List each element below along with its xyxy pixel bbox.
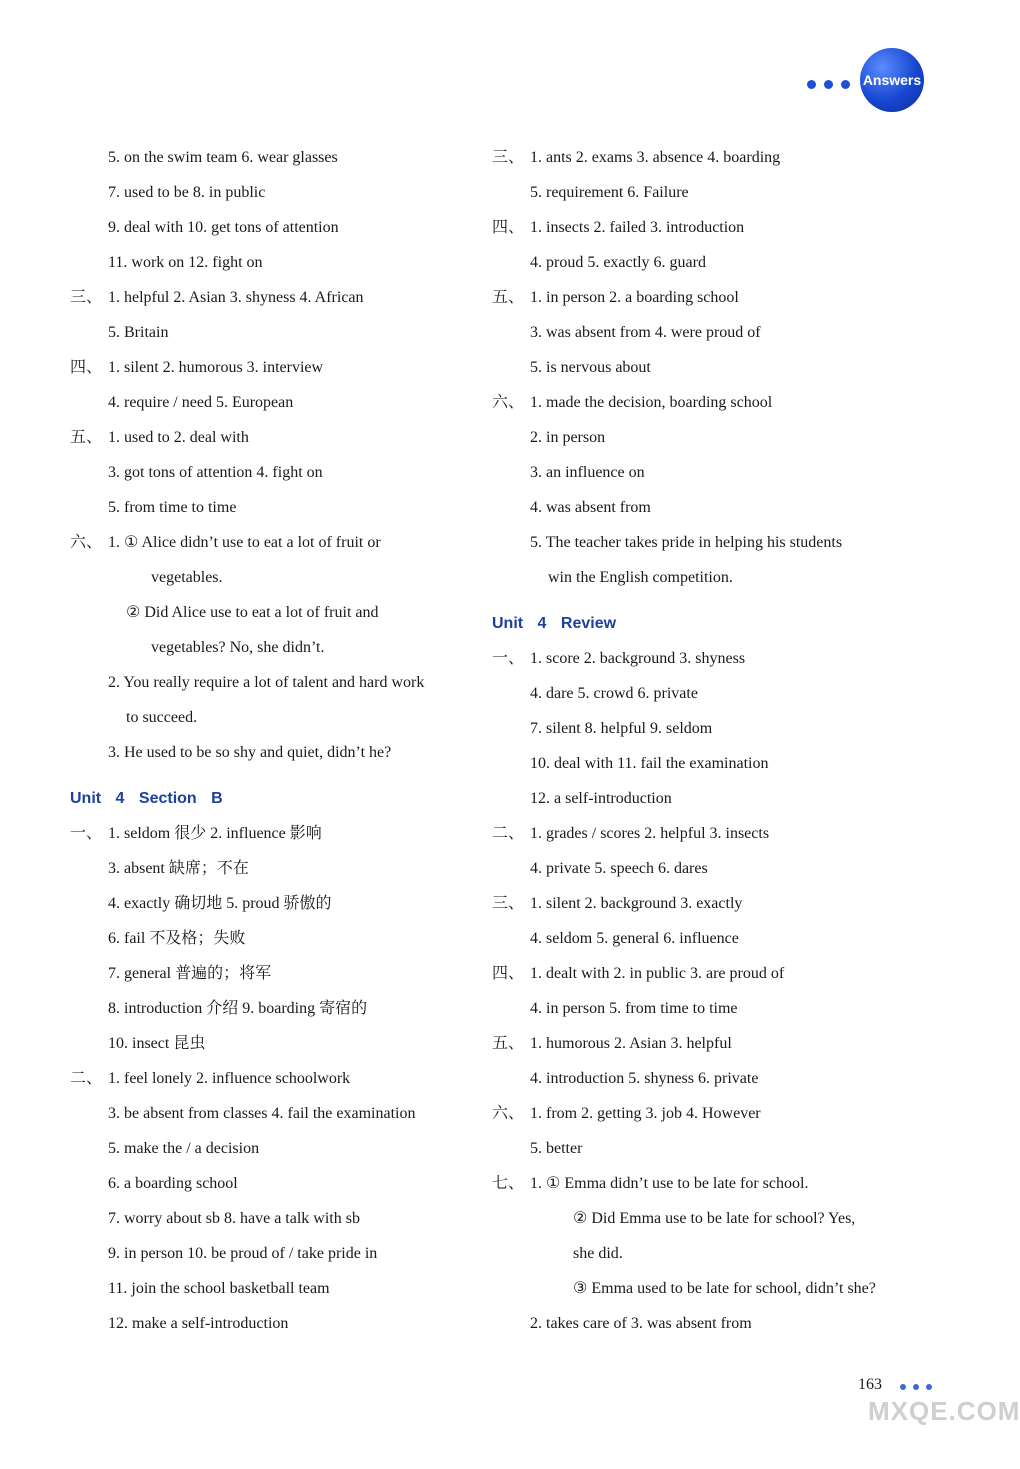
question-group-marker: 三、 xyxy=(492,895,525,912)
answer-text: ③ Emma used to be late for school, didn’t she? xyxy=(573,1280,876,1297)
answer-line xyxy=(70,1274,470,1309)
answer-line xyxy=(492,353,912,388)
answer-text: 3. be absent from classes 4. fail the examination xyxy=(108,1105,416,1122)
answer-text: 10. deal with 11. fail the examination xyxy=(530,755,769,772)
question-group-marker: 六、 xyxy=(492,1105,525,1122)
answer-text: 4. was absent from xyxy=(530,499,651,516)
answer-line xyxy=(492,178,912,213)
answer-text: 6. a boarding school xyxy=(108,1175,238,1192)
page-number: 163 xyxy=(858,1376,882,1393)
answer-text: 4. dare 5. crowd 6. private xyxy=(530,685,698,702)
right-column xyxy=(492,143,912,1344)
answer-line xyxy=(492,1274,912,1309)
answer-line xyxy=(492,714,912,749)
answer-text: 3. got tons of attention 4. fight on xyxy=(108,464,323,481)
answer-line xyxy=(70,143,470,178)
answer-text: 1. in person 2. a boarding school xyxy=(530,289,739,306)
answer-text: 4. seldom 5. general 6. influence xyxy=(530,930,739,947)
answer-line xyxy=(492,1169,912,1204)
answer-line xyxy=(492,1134,912,1169)
answer-text: 5. better xyxy=(530,1140,583,1157)
answer-text: 1. ① Alice didn’t use to eat a lot of fruit or xyxy=(108,534,381,551)
answer-line xyxy=(492,388,912,423)
answer-line xyxy=(492,994,912,1029)
answer-text: 1. insects 2. failed 3. introduction xyxy=(530,219,745,236)
answer-line xyxy=(70,283,470,318)
answer-line xyxy=(492,784,912,819)
answer-text: vegetables. xyxy=(151,569,223,586)
answer-text: win the English competition. xyxy=(548,569,733,586)
header-dots xyxy=(807,80,850,89)
footer-dots xyxy=(900,1384,932,1390)
question-group-marker: 五、 xyxy=(492,1035,525,1052)
answer-line xyxy=(492,1309,912,1344)
answer-line xyxy=(492,1099,912,1134)
answer-line xyxy=(492,248,912,283)
question-group-marker: 五、 xyxy=(70,429,103,446)
answer-text: vegetables? No, she didn’t. xyxy=(151,639,325,656)
answer-line xyxy=(70,213,470,248)
section-heading xyxy=(492,598,912,644)
question-group-marker: 六、 xyxy=(70,534,103,551)
answer-line xyxy=(70,528,470,563)
question-group-marker: 七、 xyxy=(492,1175,525,1192)
answer-text: 12. a self-introduction xyxy=(530,790,672,807)
question-group-marker: 四、 xyxy=(70,359,103,376)
answer-text: 6. fail 不及格；失败 xyxy=(108,930,246,947)
answer-text: 4. proud 5. exactly 6. guard xyxy=(530,254,706,271)
answer-line xyxy=(70,924,470,959)
answer-text: 1. score 2. background 3. shyness xyxy=(530,650,746,667)
answer-text: she did. xyxy=(573,1245,623,1262)
question-group-marker: 一、 xyxy=(70,825,103,842)
answer-text: 9. deal with 10. get tons of attention xyxy=(108,219,339,236)
answer-line xyxy=(492,1064,912,1099)
answer-text: to succeed. xyxy=(126,709,198,726)
answer-line xyxy=(70,1239,470,1274)
question-group-marker: 六、 xyxy=(492,394,525,411)
answer-text: 1. seldom 很少 2. influence 影响 xyxy=(108,825,322,842)
answer-line xyxy=(492,749,912,784)
answer-line xyxy=(492,143,912,178)
answer-line xyxy=(492,679,912,714)
answer-text: 4. in person 5. from time to time xyxy=(530,1000,738,1017)
answer-line xyxy=(492,1029,912,1064)
answer-text: 5. The teacher takes pride in helping his students xyxy=(530,534,843,551)
question-group-marker: 三、 xyxy=(492,149,525,166)
answer-line xyxy=(70,994,470,1029)
page-footer xyxy=(850,1376,1020,1466)
answer-line xyxy=(70,1309,470,1344)
answer-text: 2. in person xyxy=(530,429,606,446)
answer-text: 4. private 5. speech 6. dares xyxy=(530,860,708,877)
answer-text: ② Did Alice use to eat a lot of fruit and xyxy=(126,604,379,621)
question-group-marker: 一、 xyxy=(492,650,525,667)
answer-line xyxy=(70,633,470,668)
answer-text: 5. is nervous about xyxy=(530,359,651,376)
answer-line xyxy=(492,528,912,563)
answer-text: 5. make the / a decision xyxy=(108,1140,260,1157)
answer-text: 1. humorous 2. Asian 3. helpful xyxy=(530,1035,732,1052)
answer-text: 12. make a self-introduction xyxy=(108,1315,289,1332)
answer-line xyxy=(70,598,470,633)
answer-line xyxy=(492,458,912,493)
answer-text: 2. You really require a lot of talent and hard work xyxy=(108,674,425,691)
answer-text: 1. helpful 2. Asian 3. shyness 4. African xyxy=(108,289,364,306)
answer-text: 11. join the school basketball team xyxy=(108,1280,330,1297)
answer-text: ② Did Emma use to be late for school? Yes, xyxy=(573,1210,856,1227)
answer-line xyxy=(492,1204,912,1239)
answer-line xyxy=(70,668,470,703)
answer-text: 11. work on 12. fight on xyxy=(108,254,263,271)
page-header xyxy=(760,48,960,116)
section-heading-text: Unit 4 Section B xyxy=(70,790,223,807)
answer-line xyxy=(492,213,912,248)
answer-text: 7. used to be 8. in public xyxy=(108,184,266,201)
answer-line xyxy=(492,423,912,458)
answer-text: 9. in person 10. be proud of / take pride in xyxy=(108,1245,378,1262)
question-group-marker: 五、 xyxy=(492,289,525,306)
answer-line xyxy=(492,924,912,959)
answer-text: 2. takes care of 3. was absent from xyxy=(530,1315,752,1332)
answer-text: 3. absent 缺席；不在 xyxy=(108,860,249,877)
answer-text: 7. worry about sb 8. have a talk with sb xyxy=(108,1210,360,1227)
answer-line xyxy=(492,318,912,353)
answer-text: 10. insect 昆虫 xyxy=(108,1035,206,1052)
answer-line xyxy=(70,1204,470,1239)
answer-text: 1. dealt with 2. in public 3. are proud of xyxy=(530,965,785,982)
answer-text: 1. made the decision, boarding school xyxy=(530,394,773,411)
answer-line xyxy=(492,819,912,854)
answer-line xyxy=(70,854,470,889)
answer-text: 3. an influence on xyxy=(530,464,645,481)
answer-text: 1. grades / scores 2. helpful 3. insects xyxy=(530,825,770,842)
answer-line xyxy=(70,1029,470,1064)
answer-text: 8. introduction 介绍 9. boarding 寄宿的 xyxy=(108,1000,368,1017)
answer-text: 1. ants 2. exams 3. absence 4. boarding xyxy=(530,149,781,166)
answer-text: 1. from 2. getting 3. job 4. However xyxy=(530,1105,761,1122)
answer-line xyxy=(70,353,470,388)
answer-line xyxy=(70,493,470,528)
answers-badge: Answers xyxy=(860,48,924,112)
answer-text: 3. was absent from 4. were proud of xyxy=(530,324,761,341)
answer-text: 4. introduction 5. shyness 6. private xyxy=(530,1070,759,1087)
left-column xyxy=(70,143,470,1344)
answer-line xyxy=(492,854,912,889)
answer-line xyxy=(70,178,470,213)
answer-line xyxy=(492,563,912,598)
answer-line xyxy=(492,493,912,528)
answer-text: 5. from time to time xyxy=(108,499,237,516)
answer-line xyxy=(492,1239,912,1274)
answer-line xyxy=(492,644,912,679)
answer-line xyxy=(70,388,470,423)
answer-text: 3. He used to be so shy and quiet, didn’t he? xyxy=(108,744,392,761)
question-group-marker: 二、 xyxy=(70,1070,103,1087)
answer-text: 5. requirement 6. Failure xyxy=(530,184,689,201)
answer-line xyxy=(70,1169,470,1204)
answer-line xyxy=(70,563,470,598)
answer-line xyxy=(70,1064,470,1099)
answer-text: 7. general 普遍的；将军 xyxy=(108,965,272,982)
answer-text: 5. Britain xyxy=(108,324,169,341)
answer-line xyxy=(70,889,470,924)
answer-text: 1. silent 2. humorous 3. interview xyxy=(108,359,324,376)
answer-line xyxy=(492,959,912,994)
answer-text: 1. used to 2. deal with xyxy=(108,429,249,446)
answer-line xyxy=(70,1099,470,1134)
answer-line xyxy=(70,458,470,493)
answer-text: 4. require / need 5. European xyxy=(108,394,294,411)
answer-text: 1. ① Emma didn’t use to be late for school. xyxy=(530,1175,809,1192)
answer-text: 5. on the swim team 6. wear glasses xyxy=(108,149,338,166)
answer-line xyxy=(70,959,470,994)
answer-text: 7. silent 8. helpful 9. seldom xyxy=(530,720,713,737)
watermark: MXQE.COM xyxy=(868,1396,1020,1426)
answer-line xyxy=(70,318,470,353)
question-group-marker: 三、 xyxy=(70,289,103,306)
answer-line xyxy=(70,423,470,458)
question-group-marker: 四、 xyxy=(492,219,525,236)
answer-line xyxy=(492,889,912,924)
answer-text: 1. silent 2. background 3. exactly xyxy=(530,895,743,912)
question-group-marker: 二、 xyxy=(492,825,525,842)
section-heading xyxy=(70,773,470,819)
answer-line xyxy=(70,738,470,773)
answer-line xyxy=(70,703,470,738)
section-heading-text: Unit 4 Review xyxy=(492,615,617,632)
answer-line xyxy=(70,1134,470,1169)
answer-line xyxy=(70,248,470,283)
answer-line xyxy=(70,819,470,854)
answer-text: 1. feel lonely 2. influence schoolwork xyxy=(108,1070,351,1087)
answer-text: 4. exactly 确切地 5. proud 骄傲的 xyxy=(108,895,332,912)
question-group-marker: 四、 xyxy=(492,965,525,982)
answer-line xyxy=(492,283,912,318)
